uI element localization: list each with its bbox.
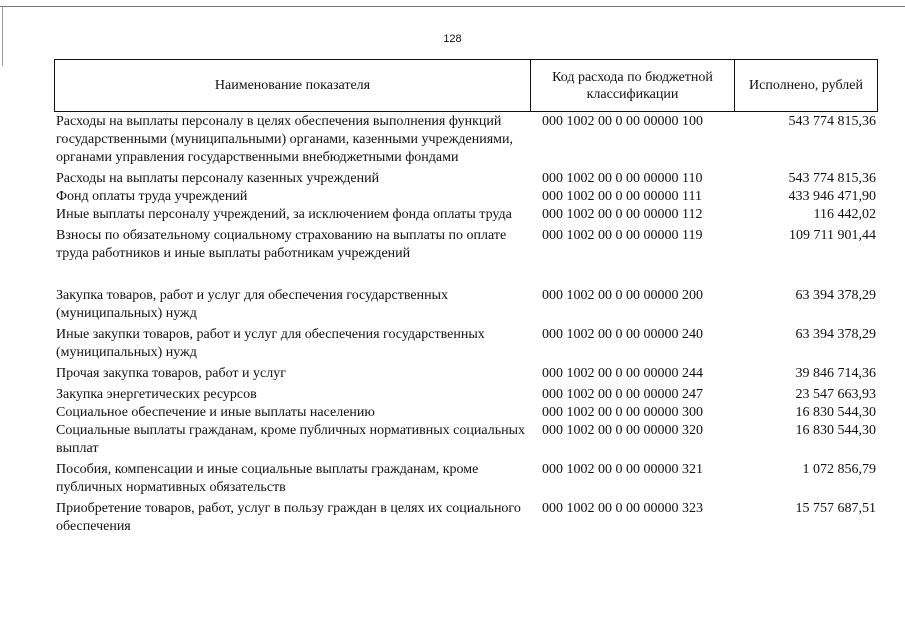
page-number: 128 — [443, 33, 462, 45]
row-code: 000 1002 00 0 00 00000 100 — [542, 114, 703, 129]
row-executed: 39 846 714,36 — [795, 366, 876, 381]
row-code: 000 1002 00 0 00 00000 110 — [542, 171, 703, 186]
row-name: Приобретение товаров, работ, услуг в пользу граждан в целях их социального обеспечения — [56, 501, 521, 534]
table-row — [54, 227, 878, 263]
row-executed: 63 394 378,29 — [795, 327, 876, 342]
row-code: 000 1002 00 0 00 00000 240 — [542, 327, 703, 342]
row-name: Пособия, компенсации и иные социальные выплаты гражданам, кроме публичных нормативных обязательств — [56, 462, 479, 495]
row-code: 000 1002 00 0 00 00000 321 — [542, 462, 703, 477]
row-executed: 63 394 378,29 — [795, 288, 876, 303]
row-code: 000 1002 00 0 00 00000 323 — [542, 501, 703, 516]
row-code: 000 1002 00 0 00 00000 320 — [542, 423, 703, 438]
row-code: 000 1002 00 0 00 00000 244 — [542, 366, 703, 381]
row-name: Расходы на выплаты персоналу в целях обеспечения выполнения функций государственными (муниципальными) органами, казенными учреждениями, органами управления государственными внебюджетными фондами — [56, 114, 513, 165]
row-executed: 15 757 687,51 — [795, 501, 876, 516]
table-row — [54, 404, 878, 422]
row-name: Расходы на выплаты персоналу казенных учреждений — [56, 171, 380, 186]
row-executed: 543 774 815,36 — [788, 114, 876, 129]
row-code: 000 1002 00 0 00 00000 112 — [542, 207, 703, 222]
table-row — [54, 287, 878, 323]
row-executed: 16 830 544,30 — [795, 423, 876, 438]
table-row — [54, 326, 878, 362]
row-code: 000 1002 00 0 00 00000 300 — [542, 405, 703, 420]
row-code: 000 1002 00 0 00 00000 119 — [542, 228, 703, 243]
table-row — [54, 188, 878, 206]
row-executed: 109 711 901,44 — [789, 228, 876, 243]
row-executed: 433 946 471,90 — [788, 189, 876, 204]
table-row — [54, 386, 878, 404]
table-row — [54, 500, 878, 536]
row-name: Социальное обеспечение и иные выплаты населению — [56, 405, 375, 420]
table-row — [54, 422, 878, 458]
table-row — [54, 365, 878, 383]
row-code: 000 1002 00 0 00 00000 200 — [542, 288, 703, 303]
row-name: Фонд оплаты труда учреждений — [56, 189, 248, 204]
header-executed-column: Исполнено, рублей — [749, 78, 863, 93]
header-code-column: Код расхода по бюджетной классификации — [531, 60, 735, 111]
table-body — [54, 113, 878, 536]
row-executed: 16 830 544,30 — [795, 405, 876, 420]
row-code: 000 1002 00 0 00 00000 111 — [542, 189, 702, 204]
row-name: Закупка товаров, работ и услуг для обеспечения государственных (муниципальных) нужд — [56, 288, 449, 321]
row-code: 000 1002 00 0 00 00000 247 — [542, 387, 703, 402]
table-row — [54, 170, 878, 188]
table-header — [54, 59, 878, 112]
row-name: Взносы по обязательному социальному страхованию на выплаты по оплате труда работников и иные выплаты работникам учреждений — [56, 228, 507, 261]
table-row — [54, 461, 878, 497]
row-name: Иные выплаты персоналу учреждений, за исключением фонда оплаты труда — [56, 207, 512, 222]
table-row — [54, 206, 878, 224]
header-name-column: Наименование показателя — [55, 60, 531, 111]
row-executed: 1 072 856,79 — [802, 462, 876, 477]
row-executed: 116 442,02 — [813, 207, 876, 222]
row-executed: 543 774 815,36 — [788, 171, 876, 186]
row-executed: 23 547 663,93 — [795, 387, 876, 402]
row-name: Закупка энергетических ресурсов — [56, 387, 257, 402]
row-name: Социальные выплаты гражданам, кроме публичных нормативных социальных выплат — [56, 423, 525, 456]
table-row — [54, 113, 878, 167]
top-border-line — [0, 6, 905, 7]
row-name: Прочая закупка товаров, работ и услуг — [56, 366, 286, 381]
row-name: Иные закупки товаров, работ и услуг для обеспечения государственных (муниципальных) нужд — [56, 327, 485, 360]
